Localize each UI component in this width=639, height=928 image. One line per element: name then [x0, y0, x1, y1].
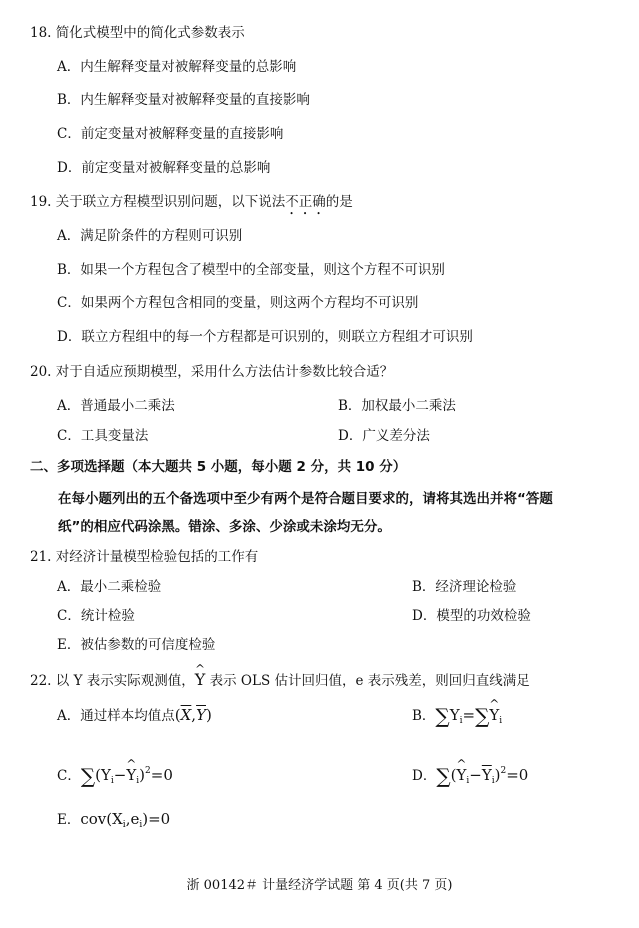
option-letter: D．: [412, 608, 437, 624]
q22-option-c: [57, 762, 173, 790]
option-letter: B．: [57, 92, 81, 108]
section-instructions-line-1: 在每小题列出的五个备选项中至少有两个是符合题目要求的，请将其选出并将“答题: [58, 491, 553, 507]
q19-option-a: [57, 227, 242, 245]
question-stem: 关于联立方程模型识别问题，以下说法: [55, 194, 286, 210]
q21-option-d: [412, 607, 531, 625]
question-19: [30, 193, 353, 218]
section-title: 二、多项选择题（本大题共 5 小题，每小题 2 分，共 10 分）: [30, 459, 407, 475]
option-text: 普通最小二乘法: [80, 398, 175, 414]
option-text: 内生解释变量对被解释变量的直接影响: [80, 92, 310, 108]
section-instructions-line-2: 纸”的相应代码涂黑。错涂、多涂、少涂或未涂均无分。: [58, 519, 391, 535]
option-text: 最小二乘检验: [80, 579, 162, 595]
q21-option-b: [412, 578, 516, 596]
option-text: 加权最小二乘法: [361, 398, 456, 414]
question-stem: 简化式模型中的简化式参数表示: [55, 25, 245, 41]
q19-option-b: [57, 261, 445, 279]
covariance-formula: $cov(X_i,e_i)=0$: [80, 810, 171, 830]
q18-option-c: [57, 125, 283, 143]
option-text: 模型的功效检验: [436, 608, 531, 624]
question-number: 22.: [30, 673, 52, 689]
option-letter: B．: [412, 708, 436, 724]
sum-squared-residual-formula: $\sum(Y_i-\^{}$ $Y_i)^2=0$: [81, 766, 173, 784]
q22-option-a: [57, 706, 212, 725]
question-stem: 对于自适应预期模型，采用什么方法估计参数比较合适？: [55, 364, 394, 380]
sum-equality-formula: $\sum Y_i=\sum\^{}$ $Y_i$: [435, 706, 502, 724]
option-text: 经济理论检验: [435, 579, 517, 595]
q21-option-a: [57, 578, 161, 596]
option-letter: E．: [57, 812, 81, 828]
q22-option-d: [412, 762, 528, 790]
option-text: 联立方程组中的每一个方程都是可识别的，则联立方程组才可识别: [81, 329, 473, 345]
option-text: 前定变量对被解释变量的总影响: [81, 160, 271, 176]
emphasis-text: 不正确: [285, 194, 326, 210]
q20-option-d: [338, 427, 430, 445]
option-text: 统计检验: [80, 608, 135, 624]
option-text: 通过样本均值点: [80, 708, 175, 724]
option-letter: A．: [57, 579, 81, 595]
q19-option-c: [57, 294, 418, 312]
option-text: 前定变量对被解释变量的直接影响: [80, 126, 284, 142]
q18-option-b: [57, 91, 310, 109]
q19-option-d: [57, 328, 473, 346]
question-20: [30, 363, 393, 381]
option-text: 广义差分法: [362, 428, 430, 444]
y-hat-symbol: ^ Y: [195, 671, 206, 689]
option-text: 工具变量法: [80, 428, 149, 444]
option-letter: C．: [57, 126, 81, 142]
q22-option-e: [57, 810, 170, 834]
option-letter: B．: [57, 262, 81, 278]
q18-option-a: [57, 58, 296, 76]
option-letter: B．: [412, 579, 436, 595]
question-stem-end: 表示 OLS 估计回归值，e 表示残差，则回归直线满足: [209, 673, 530, 689]
option-letter: D．: [57, 329, 82, 345]
question-22: [30, 671, 530, 690]
option-letter: D．: [412, 768, 437, 784]
q18-option-d: [57, 159, 270, 177]
question-number: 19.: [30, 194, 52, 210]
option-letter: A．: [57, 228, 81, 244]
question-18: [30, 24, 245, 42]
option-letter: C．: [57, 768, 81, 784]
option-letter: D．: [338, 428, 363, 444]
question-stem-end: 的是: [325, 194, 353, 210]
option-letter: C．: [57, 608, 81, 624]
question-stem: 以 Y 表示实际观测值，: [55, 673, 195, 689]
option-text: 内生解释变量对被解释变量的总影响: [80, 59, 297, 75]
option-letter: A．: [57, 398, 81, 414]
option-letter: A．: [57, 708, 81, 724]
q22-option-b: [412, 706, 502, 730]
option-letter: A．: [57, 59, 81, 75]
option-text: 满足阶条件的方程则可识别: [80, 228, 243, 244]
mean-point-formula: $(\overline{X},\overline{Y})$: [174, 706, 212, 724]
question-stem: 对经济计量模型检验包括的工作有: [55, 549, 259, 565]
q21-option-e: [57, 636, 215, 654]
q20-option-c: [57, 427, 148, 445]
sum-squared-deviation-formula: ∑(^ $Y_i-\overline{Y}_i)^2=0$: [436, 766, 528, 784]
q20-option-b: [338, 397, 456, 415]
option-text: 如果一个方程包含了模型中的全部变量，则这个方程不可识别: [80, 262, 445, 278]
option-letter: B．: [338, 398, 362, 414]
question-21: [30, 548, 258, 566]
option-text: 被估参数的可信度检验: [80, 637, 216, 653]
q21-option-c: [57, 607, 135, 625]
page-footer: 浙 00142＃ 计量经济学试题 第 4 页(共 7 页): [186, 878, 453, 893]
option-text: 如果两个方程包含相同的变量，则这两个方程均不可识别: [80, 295, 419, 311]
option-letter: C．: [57, 428, 81, 444]
option-letter: C．: [57, 295, 81, 311]
option-letter: E．: [57, 637, 81, 653]
option-letter: D．: [57, 160, 82, 176]
q20-option-a: [57, 397, 175, 415]
question-number: 18.: [30, 25, 52, 41]
question-number: 21.: [30, 549, 52, 565]
question-number: 20.: [30, 364, 52, 380]
